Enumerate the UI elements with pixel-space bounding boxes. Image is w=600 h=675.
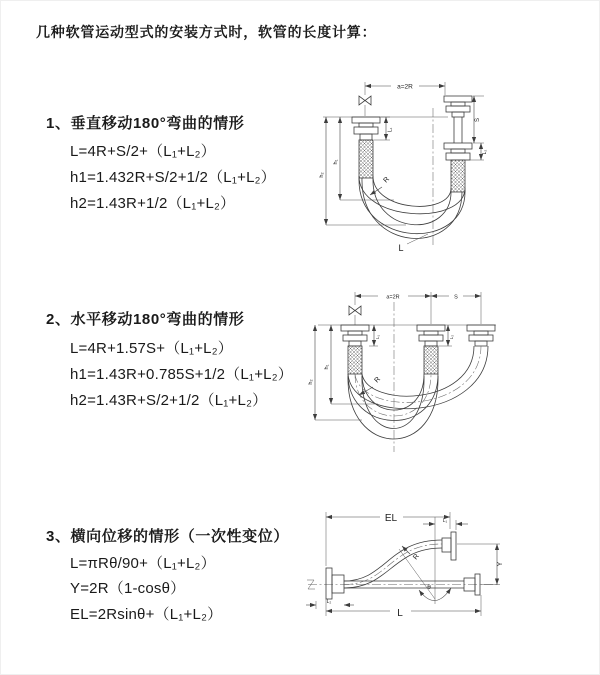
middle-fitting [417, 325, 445, 374]
dim-l-label: L [397, 608, 403, 619]
section-2-formula-l: L=4R+1.57S+（L₁+L₂） [70, 340, 233, 357]
section-2-formula-h2: h2=1.43R+S/2+1/2（L₁+L₂） [70, 392, 268, 409]
dim-l1-label: L₁ [375, 334, 380, 340]
dim-a-label: a=2R [397, 83, 413, 91]
length-label: L [398, 243, 404, 253]
right-fitting-assembly [444, 96, 472, 192]
dimension-s [466, 96, 488, 160]
section-3-formula-el: EL=2Rsinθ+（L₁+L₂） [70, 606, 223, 623]
left-fitting [352, 117, 380, 178]
dim-s-label: S [454, 294, 458, 301]
dimension-l2 [439, 325, 454, 346]
dim-h1-label: h₁ [333, 159, 339, 165]
left-fitting [341, 325, 369, 374]
section-3-formula-y: Y=2R（1-cosθ） [70, 580, 186, 597]
dimension-l [326, 595, 481, 619]
diagram-vertical-180-bend [298, 70, 590, 268]
hose-u-curves [359, 176, 465, 238]
dim-y-label: Y [497, 561, 504, 567]
section-1-formula-h2: h2=1.43R+1/2（L₁+L₂） [70, 195, 236, 212]
dim-l2-label: L₂ [482, 149, 488, 155]
braided-hose-section [359, 140, 373, 178]
braided-hose-section [451, 160, 465, 192]
dimension-el [326, 512, 450, 566]
dim-h2-label: h₂ [319, 172, 325, 178]
dimension-a-2r-and-s [355, 292, 481, 324]
radius-label: R [382, 175, 391, 185]
section-1-formula-h1: h1=1.432R+S/2+1/2（L₁+L₂） [70, 169, 276, 186]
diagram-horizontal-180-bend [298, 282, 590, 477]
centerlines [355, 302, 394, 452]
dim-h1-label: h₁ [324, 364, 330, 370]
hose-u-curves [348, 346, 488, 439]
dim-l1-label: L₁ [387, 127, 394, 132]
dim-s-label: S [475, 117, 481, 123]
right-fitting-displaced [467, 325, 495, 346]
section-1-heading: 1、垂直移动180°弯曲的情形 [46, 115, 245, 132]
dim-l2-label: L₂ [449, 334, 454, 340]
left-flange [326, 568, 344, 599]
radius-label: R [412, 552, 421, 562]
dim-h2-label: h₂ [308, 379, 314, 385]
section-3-heading: 3、横向位移的情形（一次性变位） [46, 528, 289, 545]
dim-l2-label: L₂ [326, 599, 332, 605]
dimension-l2 [306, 599, 354, 609]
section-2-formula-h1: h1=1.43R+0.785S+1/2（L₁+L₂） [70, 366, 293, 383]
valve-icon [349, 306, 361, 315]
right-flange-displaced [442, 532, 456, 560]
dim-el-label: EL [384, 513, 398, 524]
angle-label: θ [427, 584, 431, 591]
section-1-formula-l: L=4R+S/2+（L₁+L₂） [70, 143, 216, 160]
dimension-a-2r [365, 82, 445, 95]
dimension-l1 [369, 325, 380, 346]
dim-l1-label: L₁ [442, 518, 448, 524]
diagram-lateral-displacement [298, 498, 600, 653]
dim-a-label: a=2R [386, 294, 400, 301]
radius-label: R [373, 375, 382, 385]
section-2-heading: 2、水平移动180°弯曲的情形 [46, 311, 245, 328]
dimension-l1 [374, 117, 394, 140]
valve-icon [359, 96, 371, 105]
page-title: 几种软管运动型式的安装方式时，软管的长度计算： [36, 24, 377, 40]
section-3-formula-l: L=πRθ/90+（L₁+L₂） [70, 555, 216, 572]
